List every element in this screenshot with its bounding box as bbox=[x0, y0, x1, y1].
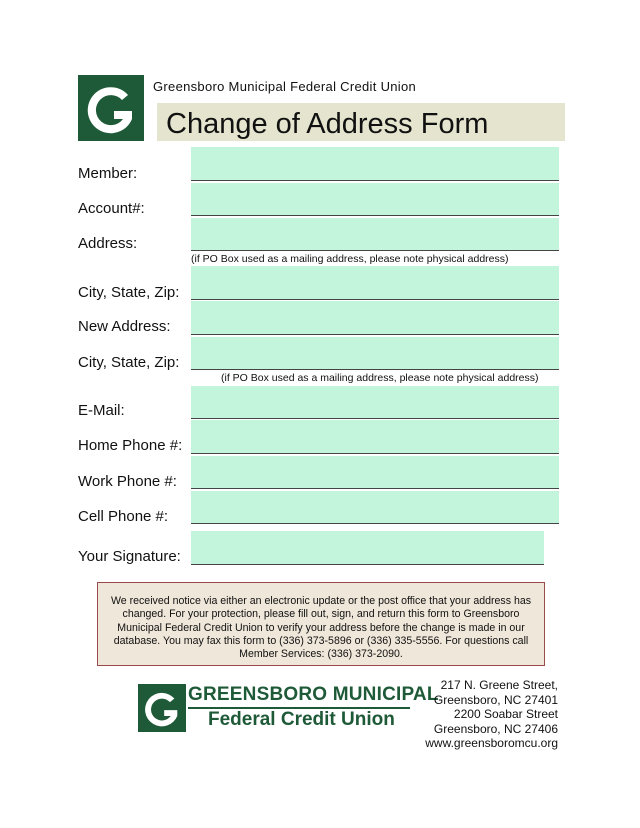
account-field[interactable] bbox=[191, 183, 559, 216]
city-state-zip-label: City, State, Zip: bbox=[78, 284, 180, 301]
signature-label: Your Signature: bbox=[78, 548, 181, 565]
address-line: 2200 Soabar Street bbox=[453, 707, 558, 722]
footer-brand-name: GREENSBORO MUNICIPAL bbox=[188, 684, 439, 705]
po-box-note-2: (if PO Box used as a mailing address, please note physical address) bbox=[221, 372, 539, 384]
new-address-label: New Address: bbox=[78, 318, 171, 335]
cell-phone-label: Cell Phone #: bbox=[78, 508, 169, 525]
account-label: Account#: bbox=[78, 200, 145, 217]
address-line: 217 N. Greene Street, bbox=[440, 678, 558, 692]
email-field[interactable] bbox=[191, 386, 559, 419]
home-phone-label: Home Phone #: bbox=[78, 437, 183, 454]
city-state-zip-field[interactable] bbox=[191, 266, 559, 300]
home-phone-field[interactable] bbox=[191, 420, 559, 454]
cell-phone-field[interactable] bbox=[191, 491, 559, 524]
new-city-state-zip-field[interactable] bbox=[191, 337, 559, 370]
work-phone-label: Work Phone #: bbox=[78, 473, 177, 490]
new-city-state-zip-label: City, State, Zip: bbox=[78, 354, 180, 371]
g-logo-icon bbox=[78, 75, 144, 141]
address-field[interactable] bbox=[191, 218, 559, 251]
member-field[interactable] bbox=[191, 147, 559, 181]
footer-brand-subtitle: Federal Credit Union bbox=[208, 709, 395, 730]
org-name: Greensboro Municipal Federal Credit Union bbox=[153, 79, 417, 94]
email-label: E-Mail: bbox=[78, 402, 125, 419]
member-label: Member: bbox=[78, 165, 138, 182]
footer-address bbox=[425, 678, 558, 751]
page-title: Change of Address Form bbox=[166, 108, 489, 140]
address-label: Address: bbox=[78, 235, 138, 252]
address-line: Greensboro, NC 27401 bbox=[433, 692, 558, 707]
notice-box: We received notice via either an electronic update or the post office that your address has changed. For your protection, please fill out, sign, and return this form to Greensboro Municipal Federal Credit Union to verify your address before the change is made in our database. You may fax this form to (336) 373-5896 or (336) 335-5556. For questions call Member Services: (336) 373-2090. bbox=[97, 582, 545, 666]
website-link[interactable]: www.greensboromcu.org bbox=[425, 736, 558, 751]
new-address-field[interactable] bbox=[191, 301, 559, 335]
g-logo-icon bbox=[138, 684, 186, 732]
work-phone-field[interactable] bbox=[191, 456, 559, 489]
po-box-note: (if PO Box used as a mailing address, please note physical address) bbox=[191, 253, 509, 265]
signature-field[interactable] bbox=[191, 531, 544, 565]
address-line: Greensboro, NC 27406 bbox=[433, 721, 558, 736]
